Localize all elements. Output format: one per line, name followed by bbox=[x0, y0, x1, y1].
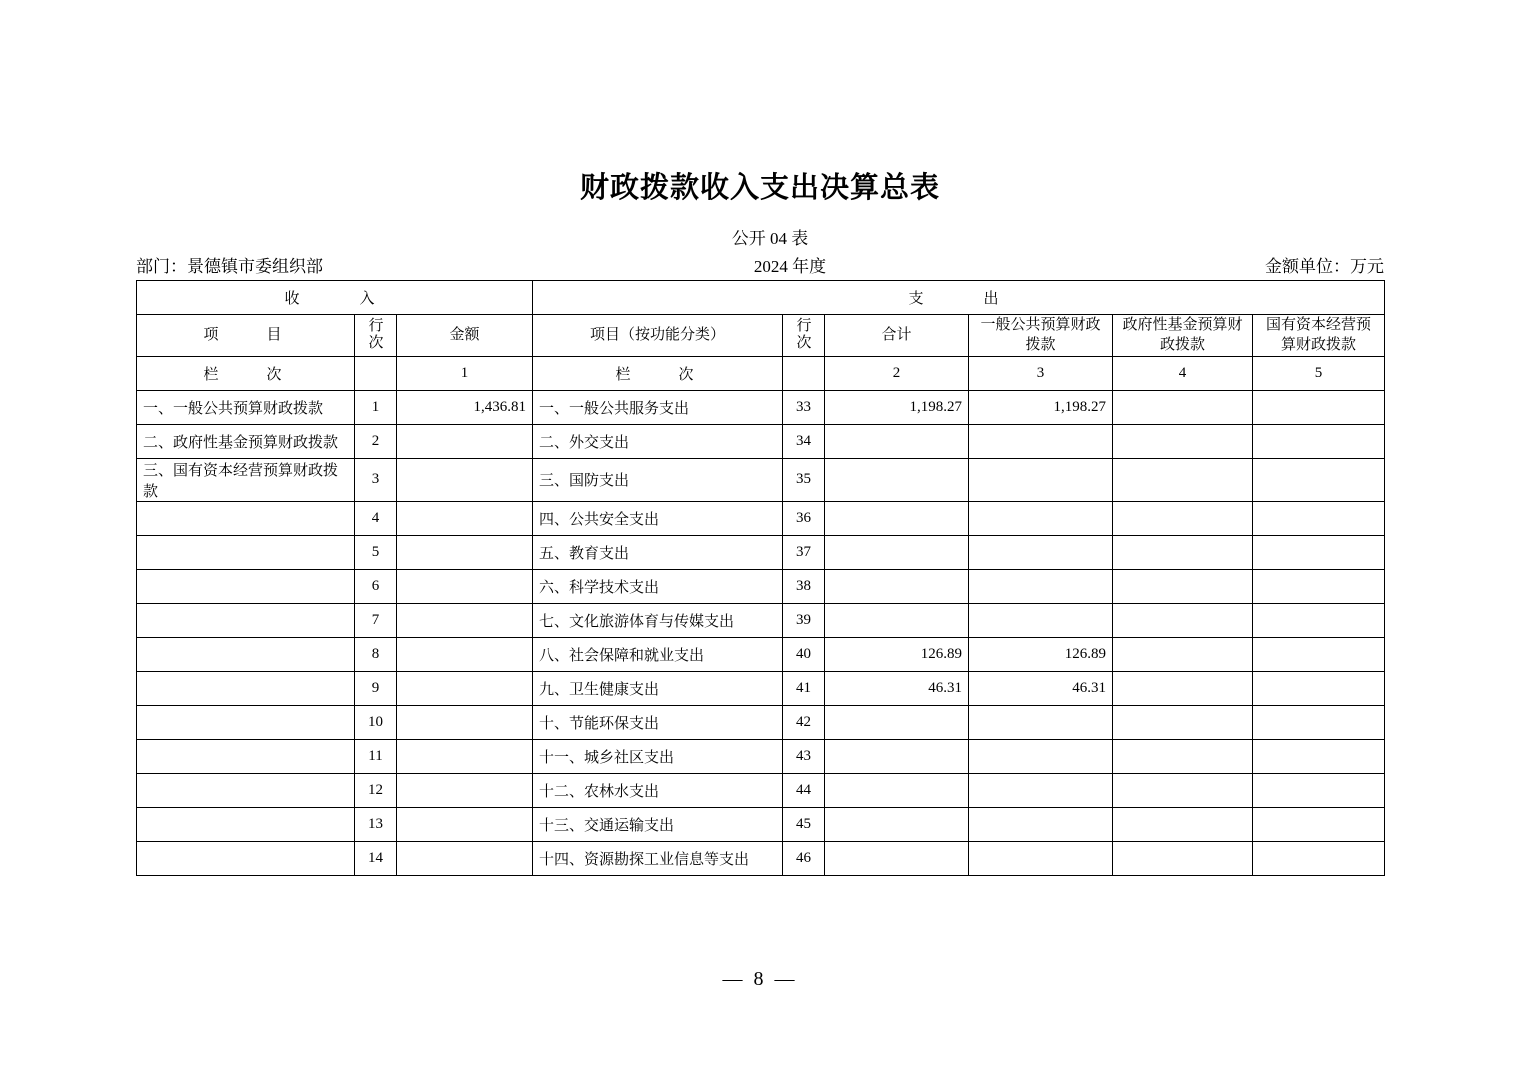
page-title: 财政拨款收入支出决算总表 bbox=[579, 170, 940, 204]
cell-expense-gov-fund bbox=[1113, 773, 1253, 807]
cell-income-amount bbox=[397, 705, 533, 739]
table-row bbox=[137, 671, 1385, 705]
cell-expense-gov-fund bbox=[1113, 424, 1253, 458]
column-number-expense-total: 2 bbox=[825, 356, 969, 390]
cell-expense-gov-fund bbox=[1113, 603, 1253, 637]
table-row bbox=[137, 841, 1385, 875]
cell-expense-line: 44 bbox=[783, 773, 825, 807]
column-label-income: 栏 次 bbox=[137, 356, 355, 390]
cell-expense-state-capital bbox=[1253, 458, 1385, 501]
cell-expense-total: 126.89 bbox=[825, 637, 969, 671]
cell-income-line: 7 bbox=[355, 603, 397, 637]
cell-income-amount bbox=[397, 841, 533, 875]
header-expense-general-public: 一般公共预算财政拨款 bbox=[969, 315, 1113, 357]
column-number-expense-general-public: 3 bbox=[969, 356, 1113, 390]
cell-income-amount bbox=[397, 637, 533, 671]
cell-income-item bbox=[137, 739, 355, 773]
cell-income-line: 14 bbox=[355, 841, 397, 875]
cell-expense-general-public: 126.89 bbox=[969, 637, 1113, 671]
table-column-number-row bbox=[137, 356, 1385, 390]
cell-expense-general-public bbox=[969, 535, 1113, 569]
table-row bbox=[137, 501, 1385, 535]
cell-expense-state-capital bbox=[1253, 841, 1385, 875]
table-row bbox=[137, 773, 1385, 807]
cell-expense-gov-fund bbox=[1113, 390, 1253, 424]
cell-income-line: 9 bbox=[355, 671, 397, 705]
cell-income-item bbox=[137, 773, 355, 807]
cell-income-line: 6 bbox=[355, 569, 397, 603]
cell-income-amount bbox=[397, 535, 533, 569]
column-number-income-amount: 1 bbox=[397, 356, 533, 390]
cell-income-item bbox=[137, 705, 355, 739]
cell-expense-item: 九、卫生健康支出 bbox=[533, 671, 783, 705]
cell-expense-total bbox=[825, 705, 969, 739]
header-expense-gov-fund: 政府性基金预算财政拨款 bbox=[1113, 315, 1253, 357]
cell-expense-gov-fund bbox=[1113, 535, 1253, 569]
cell-expense-state-capital bbox=[1253, 637, 1385, 671]
cell-income-item bbox=[137, 535, 355, 569]
cell-expense-total bbox=[825, 458, 969, 501]
table-row bbox=[137, 458, 1385, 501]
cell-expense-state-capital bbox=[1253, 773, 1385, 807]
table-row bbox=[137, 603, 1385, 637]
cell-income-amount: 1,436.81 bbox=[397, 390, 533, 424]
cell-income-item bbox=[137, 671, 355, 705]
cell-expense-state-capital bbox=[1253, 501, 1385, 535]
cell-expense-item: 三、国防支出 bbox=[533, 458, 783, 501]
cell-expense-total: 1,198.27 bbox=[825, 390, 969, 424]
cell-expense-total bbox=[825, 739, 969, 773]
column-number-blank-income-line bbox=[355, 356, 397, 390]
cell-income-item bbox=[137, 637, 355, 671]
cell-expense-item: 十四、资源勘探工业信息等支出 bbox=[533, 841, 783, 875]
cell-expense-item: 十三、交通运输支出 bbox=[533, 807, 783, 841]
cell-income-line: 4 bbox=[355, 501, 397, 535]
cell-expense-item: 五、教育支出 bbox=[533, 535, 783, 569]
cell-expense-state-capital bbox=[1253, 569, 1385, 603]
cell-expense-gov-fund bbox=[1113, 705, 1253, 739]
cell-expense-gov-fund bbox=[1113, 841, 1253, 875]
cell-expense-total bbox=[825, 807, 969, 841]
header-expense-line bbox=[783, 315, 825, 357]
cell-income-item bbox=[137, 569, 355, 603]
header-expense-item: 项目（按功能分类） bbox=[533, 315, 783, 357]
cell-income-line: 2 bbox=[355, 424, 397, 458]
table-row bbox=[137, 739, 1385, 773]
cell-expense-total bbox=[825, 603, 969, 637]
cell-expense-total bbox=[825, 841, 969, 875]
cell-income-line: 13 bbox=[355, 807, 397, 841]
cell-income-amount bbox=[397, 501, 533, 535]
cell-income-amount bbox=[397, 671, 533, 705]
table-row bbox=[137, 424, 1385, 458]
cell-expense-general-public bbox=[969, 841, 1113, 875]
cell-income-amount bbox=[397, 807, 533, 841]
cell-expense-state-capital bbox=[1253, 671, 1385, 705]
cell-expense-general-public bbox=[969, 501, 1113, 535]
cell-expense-general-public bbox=[969, 705, 1113, 739]
column-number-blank-expense-line bbox=[783, 356, 825, 390]
cell-income-amount bbox=[397, 424, 533, 458]
cell-expense-line: 43 bbox=[783, 739, 825, 773]
table-section-header-row bbox=[137, 281, 1385, 315]
table-row bbox=[137, 637, 1385, 671]
cell-income-line: 5 bbox=[355, 535, 397, 569]
budget-table bbox=[136, 280, 1385, 876]
cell-expense-general-public: 46.31 bbox=[969, 671, 1113, 705]
cell-expense-line: 42 bbox=[783, 705, 825, 739]
cell-expense-gov-fund bbox=[1113, 501, 1253, 535]
table-row bbox=[137, 390, 1385, 424]
table-row bbox=[137, 569, 1385, 603]
cell-expense-line: 33 bbox=[783, 390, 825, 424]
cell-expense-general-public bbox=[969, 739, 1113, 773]
header-income-line-text: 行次 bbox=[368, 318, 384, 352]
column-label-expense: 栏 次 bbox=[533, 356, 783, 390]
header-income-line bbox=[355, 315, 397, 357]
cell-expense-line: 37 bbox=[783, 535, 825, 569]
table-column-header-row bbox=[137, 315, 1385, 357]
cell-expense-line: 34 bbox=[783, 424, 825, 458]
cell-expense-general-public bbox=[969, 458, 1113, 501]
cell-expense-state-capital bbox=[1253, 424, 1385, 458]
cell-expense-general-public bbox=[969, 424, 1113, 458]
cell-income-item bbox=[137, 807, 355, 841]
cell-expense-general-public: 1,198.27 bbox=[969, 390, 1113, 424]
section-header-income: 收 入 bbox=[137, 281, 533, 315]
cell-income-line: 11 bbox=[355, 739, 397, 773]
cell-expense-total bbox=[825, 569, 969, 603]
form-code-label: 公开 04 表 bbox=[731, 229, 809, 248]
cell-expense-line: 40 bbox=[783, 637, 825, 671]
cell-expense-gov-fund bbox=[1113, 637, 1253, 671]
cell-expense-state-capital bbox=[1253, 807, 1385, 841]
amount-unit-label: 金额单位：万元 bbox=[1265, 257, 1384, 276]
cell-expense-gov-fund bbox=[1113, 569, 1253, 603]
cell-expense-state-capital bbox=[1253, 603, 1385, 637]
cell-income-amount bbox=[397, 773, 533, 807]
cell-expense-general-public bbox=[969, 569, 1113, 603]
cell-expense-general-public bbox=[969, 807, 1113, 841]
cell-income-item: 二、政府性基金预算财政拨款 bbox=[137, 424, 355, 458]
header-expense-state-capital: 国有资本经营预算财政拨款 bbox=[1253, 315, 1385, 357]
cell-expense-line: 38 bbox=[783, 569, 825, 603]
cell-expense-state-capital bbox=[1253, 390, 1385, 424]
cell-income-line: 10 bbox=[355, 705, 397, 739]
cell-expense-line: 41 bbox=[783, 671, 825, 705]
header-expense-line-text: 行次 bbox=[796, 318, 812, 352]
department-label: 部门：景德镇市委组织部 bbox=[136, 257, 323, 276]
cell-expense-item: 十、节能环保支出 bbox=[533, 705, 783, 739]
table-row bbox=[137, 535, 1385, 569]
section-header-expense: 支 出 bbox=[533, 281, 1385, 315]
cell-expense-total bbox=[825, 501, 969, 535]
cell-expense-item: 十二、农林水支出 bbox=[533, 773, 783, 807]
cell-expense-gov-fund bbox=[1113, 807, 1253, 841]
cell-expense-gov-fund bbox=[1113, 739, 1253, 773]
cell-expense-item: 二、外交支出 bbox=[533, 424, 783, 458]
cell-expense-total: 46.31 bbox=[825, 671, 969, 705]
cell-income-item bbox=[137, 841, 355, 875]
cell-expense-line: 39 bbox=[783, 603, 825, 637]
cell-income-line: 1 bbox=[355, 390, 397, 424]
cell-expense-item: 七、文化旅游体育与传媒支出 bbox=[533, 603, 783, 637]
cell-expense-state-capital bbox=[1253, 535, 1385, 569]
cell-expense-item: 四、公共安全支出 bbox=[533, 501, 783, 535]
cell-expense-line: 35 bbox=[783, 458, 825, 501]
cell-income-amount bbox=[397, 603, 533, 637]
cell-expense-item: 八、社会保障和就业支出 bbox=[533, 637, 783, 671]
cell-expense-item: 一、一般公共服务支出 bbox=[533, 390, 783, 424]
header-income-amount: 金额 bbox=[397, 315, 533, 357]
table-row bbox=[137, 807, 1385, 841]
cell-income-line: 8 bbox=[355, 637, 397, 671]
cell-income-amount bbox=[397, 569, 533, 603]
document-meta bbox=[136, 252, 1384, 274]
cell-expense-total bbox=[825, 424, 969, 458]
cell-expense-total bbox=[825, 773, 969, 807]
column-number-expense-gov-fund: 4 bbox=[1113, 356, 1253, 390]
cell-income-item: 一、一般公共预算财政拨款 bbox=[137, 390, 355, 424]
cell-income-item bbox=[137, 501, 355, 535]
cell-expense-item: 六、科学技术支出 bbox=[533, 569, 783, 603]
cell-expense-item: 十一、城乡社区支出 bbox=[533, 739, 783, 773]
cell-expense-state-capital bbox=[1253, 705, 1385, 739]
cell-income-item bbox=[137, 603, 355, 637]
cell-expense-gov-fund bbox=[1113, 458, 1253, 501]
cell-expense-line: 45 bbox=[783, 807, 825, 841]
cell-expense-total bbox=[825, 535, 969, 569]
page-number: — 8 — bbox=[722, 968, 798, 990]
header-expense-total: 合计 bbox=[825, 315, 969, 357]
cell-income-line: 3 bbox=[355, 458, 397, 501]
cell-expense-gov-fund bbox=[1113, 671, 1253, 705]
cell-income-line: 12 bbox=[355, 773, 397, 807]
cell-expense-state-capital bbox=[1253, 739, 1385, 773]
fiscal-year-label: 2024 年度 bbox=[753, 257, 827, 276]
cell-income-amount bbox=[397, 739, 533, 773]
cell-income-item: 三、国有资本经营预算财政拨款 bbox=[137, 458, 355, 501]
cell-income-amount bbox=[397, 458, 533, 501]
table-row bbox=[137, 705, 1385, 739]
header-income-item: 项 目 bbox=[137, 315, 355, 357]
cell-expense-general-public bbox=[969, 603, 1113, 637]
cell-expense-line: 36 bbox=[783, 501, 825, 535]
column-number-expense-state-capital: 5 bbox=[1253, 356, 1385, 390]
cell-expense-line: 46 bbox=[783, 841, 825, 875]
cell-expense-general-public bbox=[969, 773, 1113, 807]
